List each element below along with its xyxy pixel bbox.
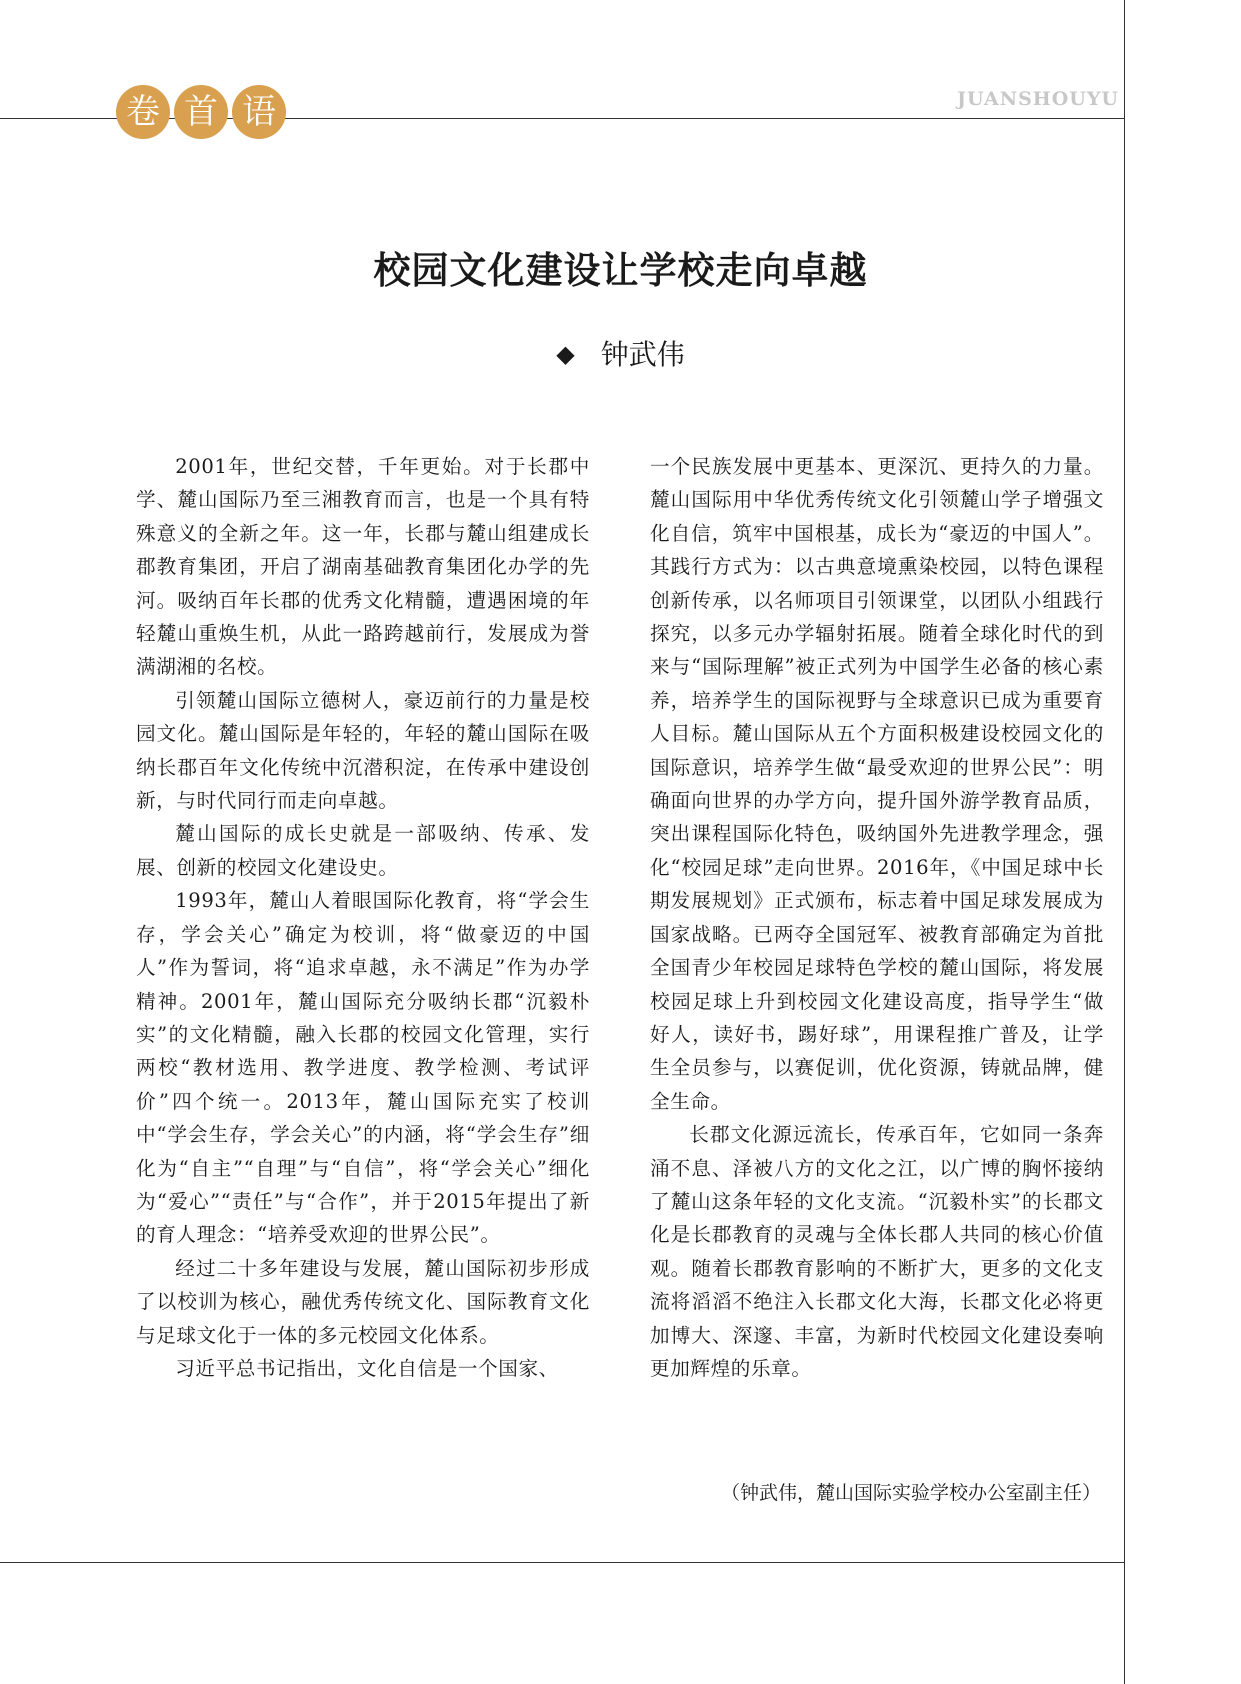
diamond-icon: ◆ bbox=[556, 340, 575, 368]
paragraph: 麓山国际的成长史就是一部吸纳、传承、发展、创新的校园文化建设史。 bbox=[136, 822, 590, 879]
paragraph: 2001年，世纪交替，千年更始。对于长郡中学、麓山国际乃至三湘教育而言，也是一个具有特殊意义的全新之年。这一年，长郡与麓山组建成长郡教育集团，开启了湖南基础教育集团化办学的先河。吸纳百年长郡的优秀文化精髓，遭遇困境的年轻麓山重焕生机，从此一路跨越前行，发展成为誉满湖湘的名校。 bbox=[136, 455, 590, 679]
section-badge-1: 卷 bbox=[116, 85, 170, 139]
left-column bbox=[136, 450, 590, 1385]
author-byline: （钟武伟，麓山国际实验学校办公室副主任） bbox=[720, 1482, 1101, 1504]
section-badge-3: 语 bbox=[232, 85, 286, 139]
section-badge-2: 首 bbox=[174, 85, 228, 139]
running-head: JUANSHOUYU bbox=[956, 88, 1119, 110]
paragraph: 习近平总书记指出，文化自信是一个国家、 bbox=[175, 1356, 559, 1380]
right-column bbox=[650, 450, 1104, 1385]
footer-rule bbox=[0, 1562, 1124, 1563]
paragraph: 长郡文化源远流长，传承百年，它如同一条奔涌不息、泽被八方的文化之江，以广博的胸怀接纳了麓山这条年轻的文化支流。“沉毅朴实”的长郡文化是长郡教育的灵魂与全体长郡人共同的核心价值观。随着长郡教育影响的不断扩大，更多的文化支流将滔滔不绝注入长郡文化大海，长郡文化必将更加博大、深邃、丰富，为新时代校园文化建设奏响更加辉煌的乐章。 bbox=[650, 1123, 1104, 1380]
paragraph: 1993年，麓山人着眼国际化教育，将“学会生存，学会关心”确定为校训，将“做豪迈的中国人”作为誓词，将“追求卓越，永不满足”作为办学精神。2001年，麓山国际充分吸纳长郡“沉毅朴实”的文化精髓，融入长郡的校园文化管理，实行两校“教材选用、教学进度、教学检测、考试评价”四个统一。2013年，麓山国际充实了校训中“学会生存，学会关心”的内涵，将“学会生存”细化为“自主”“自理”与“自信”，将“学会关心”细化为“爱心”“责任”与“合作”，并于2015年提出了新的育人理念：“培养受欢迎的世界公民”。 bbox=[136, 889, 590, 1247]
author-name: 钟武伟 bbox=[600, 338, 685, 371]
article-title: 校园文化建设让学校走向卓越 bbox=[373, 248, 868, 292]
paragraph-continued: 一个民族发展中更基本、更深沉、更持久的力量。麓山国际用中华优秀传统文化引领麓山学子增强文化自信，筑牢中国根基，成长为“豪迈的中国人”。其践行方式为：以古典意境熏染校园，以特色课程创新传承，以名师项目引领课堂，以团队小组践行探究，以多元办学辐射拓展。随着全球化时代的到来与“国际理解”被正式列为中国学生必备的核心素养，培养学生的国际视野与全球意识已成为重要育人目标。麓山国际从五个方面积极建设校园文化的国际意识，培养学生做“最受欢迎的世界公民”：明确面向世界的办学方向，提升国外游学教育品质，突出课程国际化特色，吸纳国外先进教学理念，强化“校园足球”走向世界。2016年，《中国足球中长期发展规划》正式颁布，标志着中国足球发展成为国家战略。已两夺全国冠军、被教育部确定为首批全国青少年校园足球特色学校的麓山国际，将发展校园足球上升到校园文化建设高度，指导学生“做好人，读好书，踢好球”，用课程推广普及，让学生全员参与，以赛促训，优化资源，铸就品牌，健全生命。 bbox=[650, 455, 1104, 1113]
paragraph: 引领麓山国际立德树人，豪迈前行的力量是校园文化。麓山国际是年轻的，年轻的麓山国际在吸纳长郡百年文化传统中沉潜积淀，在传承中建设创新，与时代同行而走向卓越。 bbox=[136, 688, 590, 813]
section-label bbox=[116, 85, 286, 139]
author-line bbox=[0, 333, 1241, 373]
paragraph: 经过二十多年建设与发展，麓山国际初步形成了以校训为核心，融优秀传统文化、国际教育文化与足球文化于一体的多元校园文化体系。 bbox=[136, 1256, 590, 1347]
